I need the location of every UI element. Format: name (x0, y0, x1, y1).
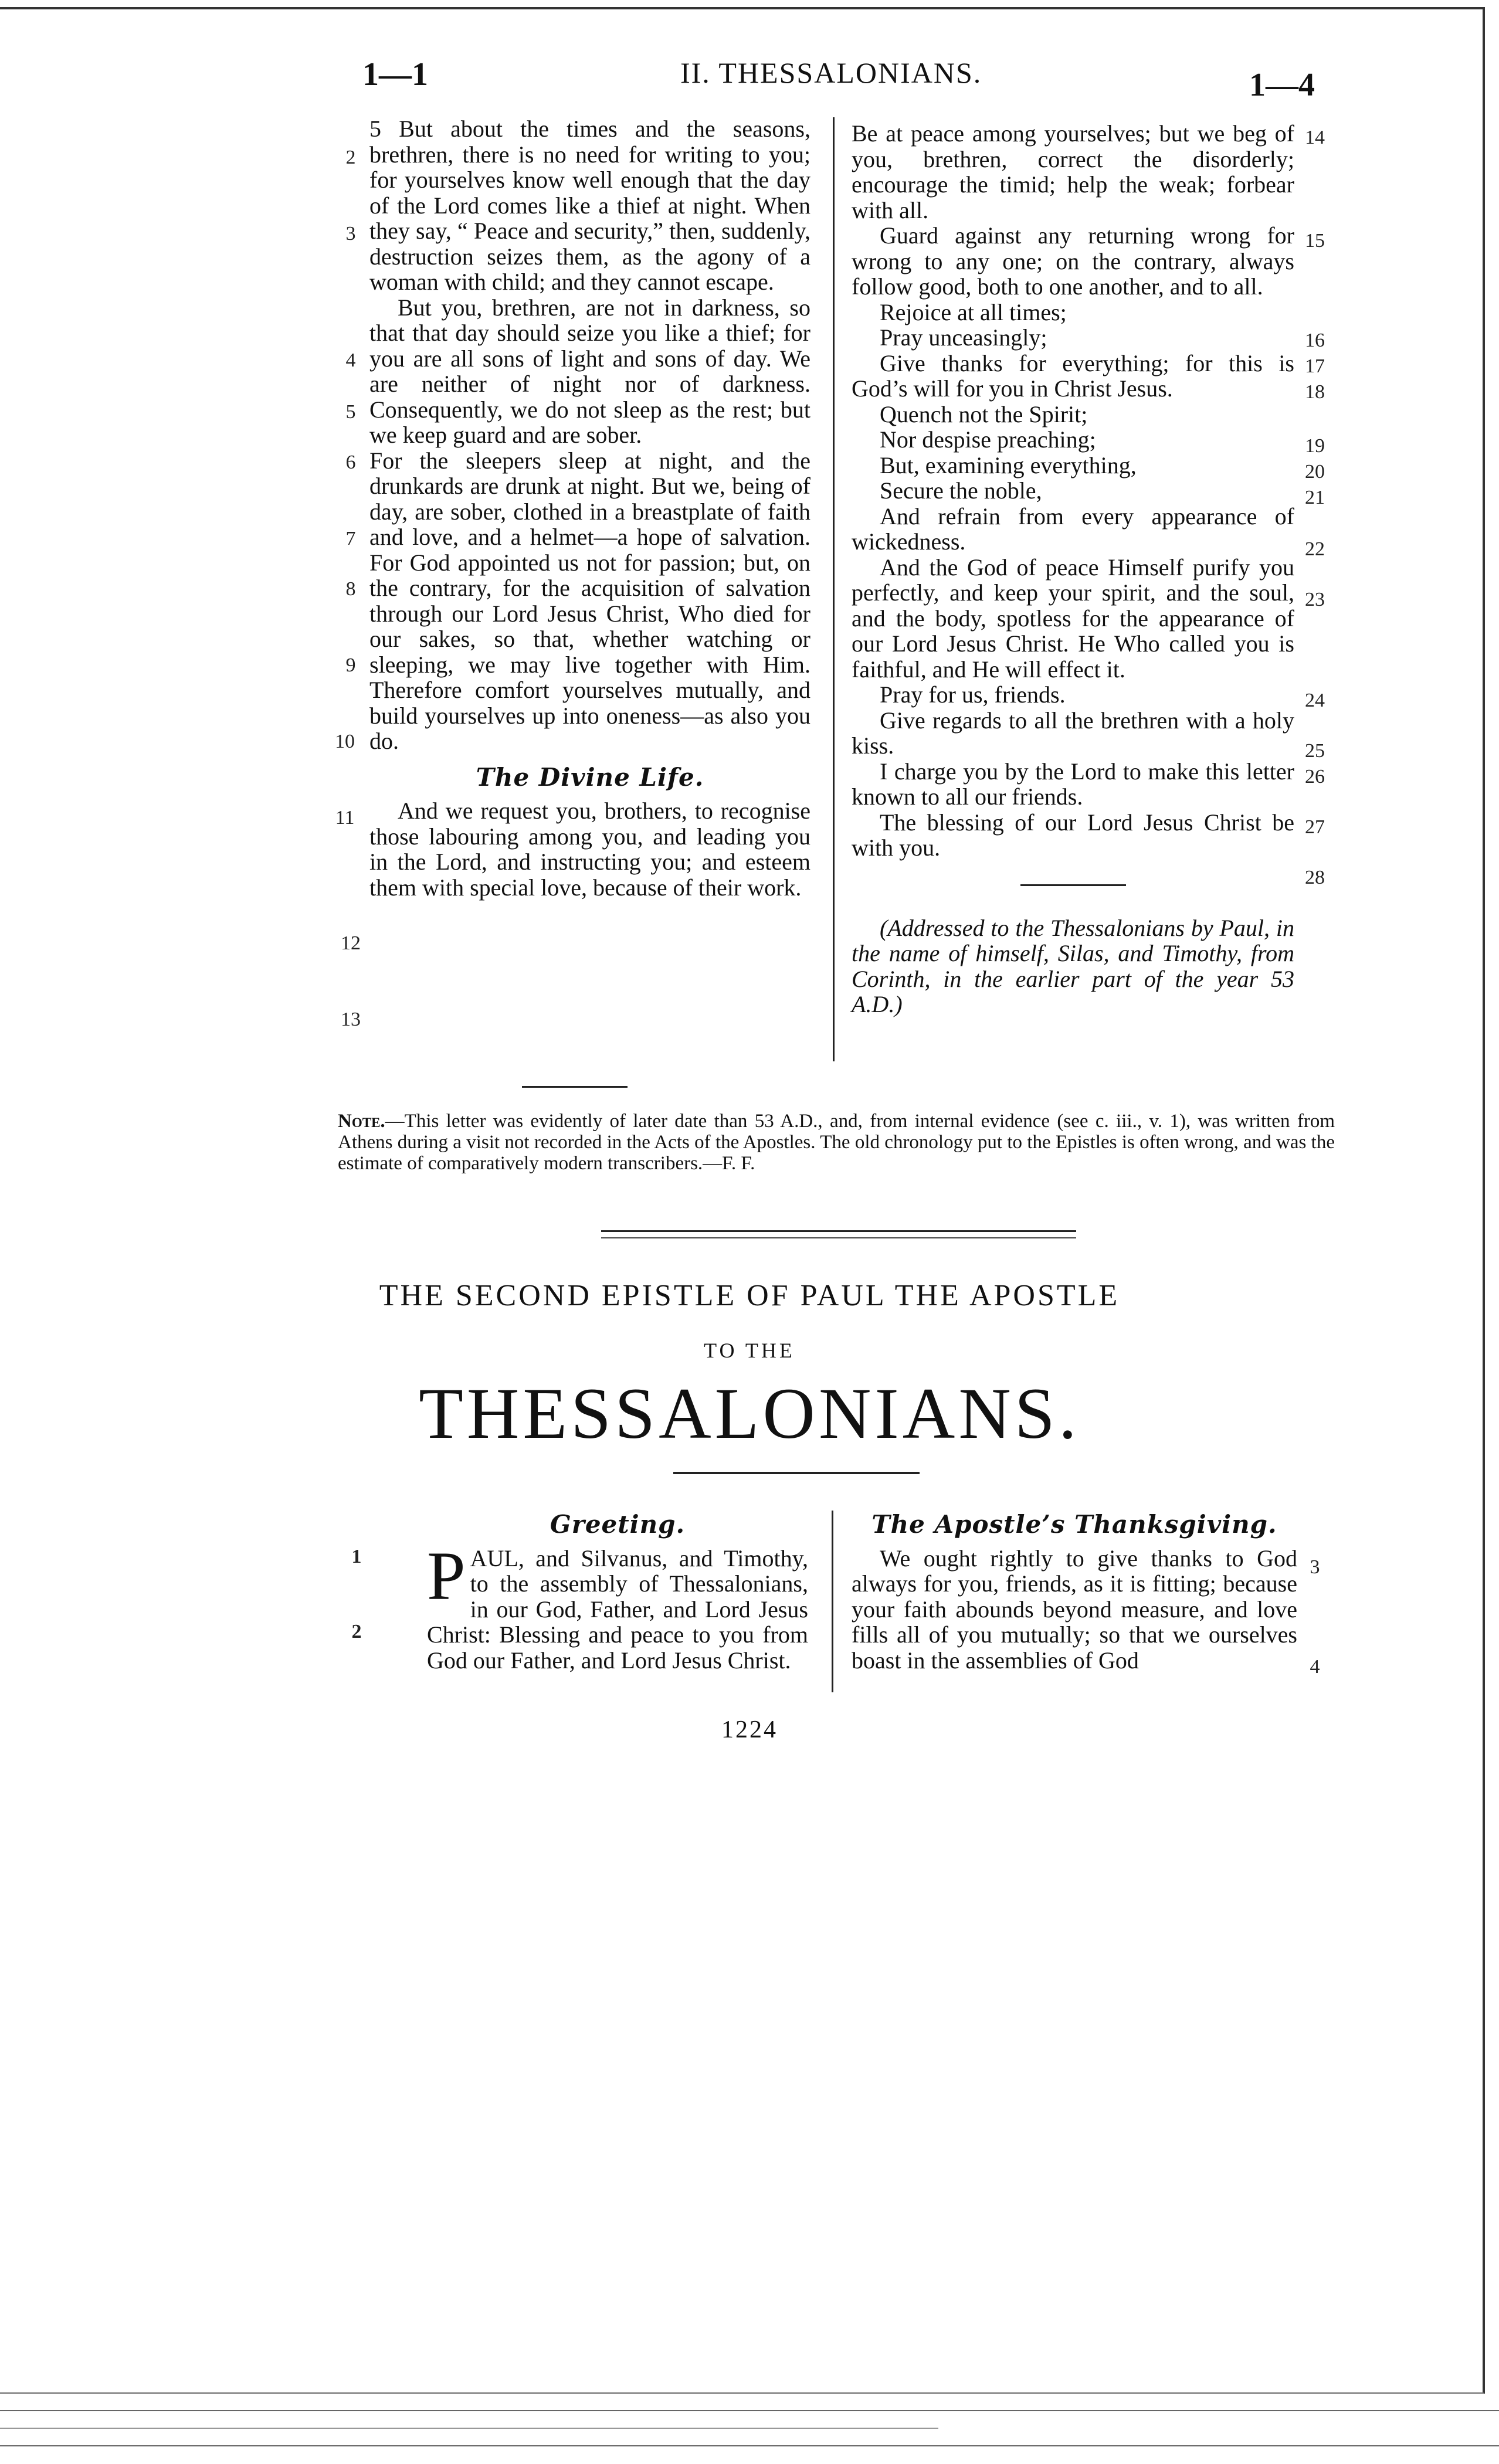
verse-number: 15 (1305, 230, 1325, 252)
verse-line: But, examining everything, (880, 452, 1137, 478)
right-column (852, 121, 1294, 1017)
verse-number: 16 (1305, 330, 1325, 351)
double-rule-bottom (601, 1237, 1076, 1238)
verse-number: 4 (1310, 1656, 1320, 1678)
verse-line: Quench not the Spirit; (880, 401, 1088, 427)
verse-number: 19 (1305, 435, 1325, 457)
verse-number: 5 (345, 401, 356, 423)
bottom-column-divider (832, 1511, 833, 1692)
verse-line: Secure the noble, (880, 477, 1042, 504)
page-border-top (0, 7, 1484, 9)
section-heading-divine-life: The Divine Life. (476, 762, 704, 792)
dropcap: P (427, 1537, 466, 1614)
verse-number: 24 (1305, 690, 1325, 711)
verse-number: 4 (345, 349, 356, 371)
verse-number: 20 (1305, 461, 1325, 483)
title-rule (673, 1472, 920, 1474)
page-border-right (1483, 7, 1485, 2394)
running-head (0, 56, 1499, 103)
verse-number: 21 (1305, 487, 1325, 508)
verse-number: 13 (341, 1009, 361, 1030)
running-head-title: II. THESSALONIANS. (680, 56, 982, 89)
verse-paragraph: And refrain from every appearance of wickedness. (852, 503, 1294, 555)
verse-paragraph: Be at peace among yourselves; but we beg of you, brethren, correct the disorderly; encourage the timid; help the weak; forbear with all. (852, 120, 1294, 223)
running-head-left: 1—1 (362, 56, 428, 93)
double-rule-top (601, 1230, 1076, 1232)
verse-number: 3 (1310, 1556, 1320, 1578)
section-heading-thanksgiving: The Apostle’s Thanksgiving. (871, 1510, 1277, 1539)
verse-number: 10 (335, 731, 355, 752)
verse-number: 18 (1305, 381, 1325, 403)
column-divider (833, 117, 835, 1061)
epistle-heading-line1: THE SECOND EPISTLE OF PAUL THE APOSTLE (379, 1279, 1120, 1312)
note-rule (522, 1086, 628, 1088)
greeting-text: AUL, and Silvanus, and Timothy, to the assembly of Thessalonians, in our God, Father, and Lord Jesus Christ: Blessing and peace to you from God our Father, and Lord Jesus Christ. (427, 1545, 808, 1674)
verse-number: 2 (345, 147, 356, 168)
verse-number: 27 (1305, 816, 1325, 838)
verse-paragraph: But you, brethren, are not in darkness, so that that day should seize you like a thief; for you are all sons of light and sons of day. We are neither of night nor of darkness. Consequently, we do not sleep as the rest; but we keep guard and are sober. (369, 294, 810, 448)
running-head-right: 1—4 (1249, 67, 1315, 103)
greeting-paragraph (427, 1537, 808, 1674)
verse-number: 11 (335, 807, 355, 829)
verse-number: 28 (1305, 867, 1325, 888)
note-label: Note. (338, 1111, 385, 1132)
verse-number: 22 (1305, 538, 1325, 560)
verse-number: 12 (341, 932, 361, 954)
verse-paragraph: And the God of peace Himself purify you perfectly, and keep your spirit, and the soul, and the body, spotless for the appearance of our Lord Jesus Christ. He Who called you is faithful, and He will effect it. (852, 554, 1294, 683)
epistle-heading-line2: TO THE (704, 1339, 795, 1362)
verse-number: 8 (345, 578, 356, 600)
verse-paragraph: 5 But about the times and the seasons, brethren, there is no need for writing to you; for yourselves know well enough that the day of the Lord comes like a thief at night. When they say, “ Peace and security,” then, suddenly, destruction seizes them, as the agony of a woman with child; and they cannot escape. (369, 116, 810, 295)
closing-rule (1020, 873, 1126, 886)
epistle-title: THESSALONIANS. (419, 1373, 1080, 1454)
thanksgiving-column (852, 1501, 1297, 1673)
verse-number: 2 (351, 1621, 362, 1642)
note-text: —This letter was evidently of later date than 53 A.D., and, from internal evidence (see c. iii., v. 1), was written from Athens during a visit not recorded in the Acts of the Apostles. The old chronology put to the Epistles is often wrong, and was the estimate of comparatively modern transcribers.—F. F. (338, 1111, 1335, 1174)
verse-number: 1 (351, 1546, 362, 1567)
verse-line: Rejoice at all times; (880, 298, 1067, 325)
closing-note: (Addressed to the Thessalonians by Paul, in the name of himself, Silas, and Timothy, from Corinth, in the earlier part of the year 53 A.D.) (852, 914, 1294, 1017)
verse-line: Nor despise preaching; (880, 426, 1096, 453)
verse-paragraph: And we request you, brothers, to recognise those labouring among you, and leading you in the Lord, and instructing you; and esteem them with special love, because of their work. (369, 797, 810, 901)
verse-paragraph: Guard against any returning wrong for wrong to any one; on the contrary, always follow good, both to one another, and to all. (852, 222, 1294, 300)
verse-number: 6 (345, 452, 356, 473)
page-number: 1224 (721, 1716, 778, 1743)
verse-paragraph: For the sleepers sleep at night, and the drunkards are drunk at night. But we, being of day, are sober, clothed in a breastplate of faith and love, and a helmet—a hope of salvation. For God appointed us not for passion; but, on the contrary, for the acquisition of salvation through our Lord Jesus Christ, Who died for our sakes, so that, whether watching or sleeping, we may live together with Him. Therefore comfort yourselves mutually, and build yourselves up into oneness—as also you do. (369, 447, 810, 754)
verse-number: 25 (1305, 740, 1325, 762)
verse-line: Pray unceasingly; (880, 324, 1047, 351)
thanksgiving-paragraph: We ought rightly to give thanks to God always for you, friends, as it is fitting; because your faith abounds beyond measure, and love fills all of you mutually; so that we ourselves boast in the assemblies of God (852, 1545, 1297, 1674)
verse-number: 3 (345, 223, 356, 245)
verse-number: 26 (1305, 766, 1325, 788)
editor-note (338, 1111, 1335, 1174)
section-heading-greeting: Greeting. (550, 1510, 686, 1539)
verse-paragraph: Give regards to all the brethren with a holy kiss. (852, 707, 1294, 759)
greeting-column (427, 1501, 808, 1673)
verse-paragraph: Give thanks for everything; for this is God’s will for you in Christ Jesus. (852, 349, 1294, 402)
verse-line: Pray for us, friends. (880, 681, 1066, 708)
scan-artifact-line (0, 2410, 1499, 2411)
verse-number: 7 (345, 528, 356, 549)
verse-number: 17 (1305, 355, 1325, 377)
scan-artifact-line (0, 2445, 1499, 2446)
verse-paragraph: I charge you by the Lord to make this letter known to all our friends. (852, 758, 1294, 810)
verse-number: 23 (1305, 589, 1325, 610)
scan-artifact-line (0, 2392, 1484, 2394)
left-column (369, 116, 810, 900)
verse-paragraph: The blessing of our Lord Jesus Christ be with you. (852, 809, 1294, 861)
verse-number: 14 (1305, 127, 1325, 148)
verse-number: 9 (345, 654, 356, 676)
scan-artifact-line (0, 2428, 938, 2429)
